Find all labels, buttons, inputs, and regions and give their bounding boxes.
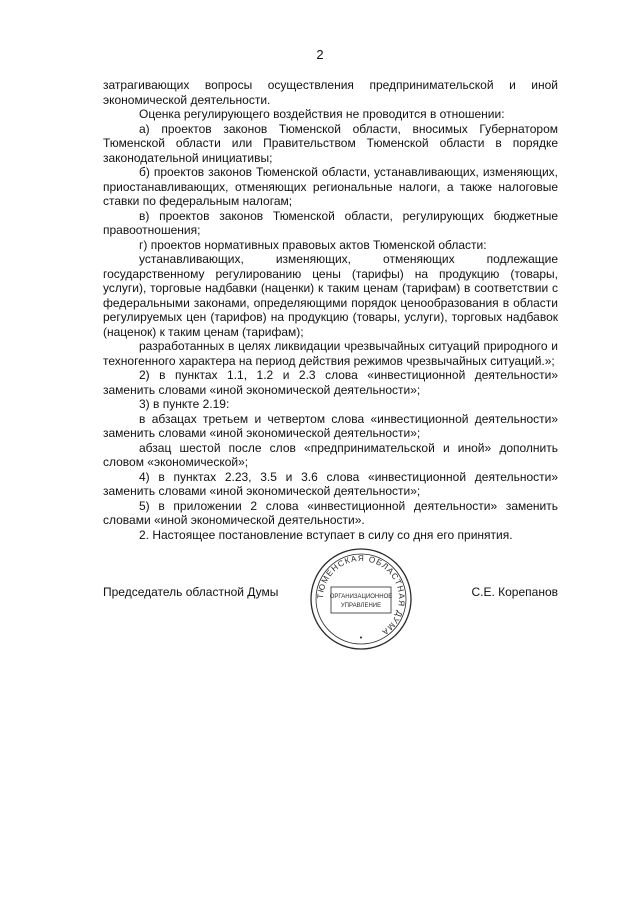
paragraph: в) проектов законов Тюменской области, регулирующих бюджетные правоотношения; [103, 208, 558, 237]
page-number: 2 [316, 47, 324, 62]
stamp-star-icon: • [358, 634, 364, 642]
signatory-position: Председатель областной Думы [103, 585, 279, 599]
paragraph: разработанных в целях ликвидации чрезвычайных ситуаций природного и техногенного характера на период действия режимов чрезвычайных ситуаций.»; [103, 339, 558, 368]
paragraph: 5) в приложении 2 слова «инвестиционной деятельности» заменить словами «иной экономической деятельности». [103, 498, 558, 527]
stamp-center-box [331, 587, 391, 613]
stamp-ring-text: ТЮМЕНСКАЯ ОБЛАСТНАЯ ДУМА [315, 553, 407, 638]
document-body [103, 78, 558, 542]
paragraph: 2. Настоящее постановление вступает в силу со дня его принятия. [139, 527, 513, 542]
paragraph: Оценка регулирующего воздействия не проводится в отношении: [139, 107, 505, 121]
paragraph: 4) в пунктах 2.23, 3.5 и 3.6 слова «инвестиционной деятельности» заменить словами «иной экономической деятельности»; [103, 469, 558, 498]
paragraph: 3) в пункте 2.19: [139, 397, 230, 411]
paragraph: устанавливающих, изменяющих, отменяющих подлежащие государственному регулированию цены (тарифы) на продукцию (товары, услуги), торговые надбавки (наценки) к таким ценам (тарифам) в соответствии с федеральными законами, определяющими порядок ценообразования в области регулируемых цен (тарифов) на продукцию (товары, услуги), торговых надбавок (наценок) к таким ценам (тарифам); [103, 252, 558, 339]
official-stamp [309, 547, 413, 651]
paragraph: абзац шестой после слов «предпринимательской и иной» дополнить словом «экономической»; [103, 440, 558, 469]
paragraph: а) проектов законов Тюменской области, вносимых Губернатором Тюменской области или Правительством Тюменской области в порядке законодательной инициативы; [103, 121, 558, 165]
paragraph: 2) в пунктах 1.1, 1.2 и 2.3 слова «инвестиционной деятельности» заменить словами «иной экономической деятельности»; [103, 368, 558, 397]
paragraph: затрагивающих вопросы осуществления предпринимательской и иной экономической деятельности. [103, 78, 558, 107]
stamp-center-line-1: ОРГАНИЗАЦИОННОЕ [329, 594, 393, 600]
stamp-seal-icon [309, 547, 413, 651]
signatory-name: С.Е. Корепанов [471, 585, 558, 599]
stamp-center-line-2: УПРАВЛЕНИЕ [340, 603, 382, 609]
paragraph: б) проектов законов Тюменской области, устанавливающих, изменяющих, приостанавливающих, отменяющих региональные налоги, а также налоговые ставки по федеральным налогам; [103, 165, 558, 208]
paragraph: в абзацах третьем и четвертом слова «инвестиционной деятельности» заменить словами «иной экономической деятельности»; [103, 411, 558, 440]
paragraph: г) проектов нормативных правовых актов Тюменской области: [139, 237, 487, 252]
